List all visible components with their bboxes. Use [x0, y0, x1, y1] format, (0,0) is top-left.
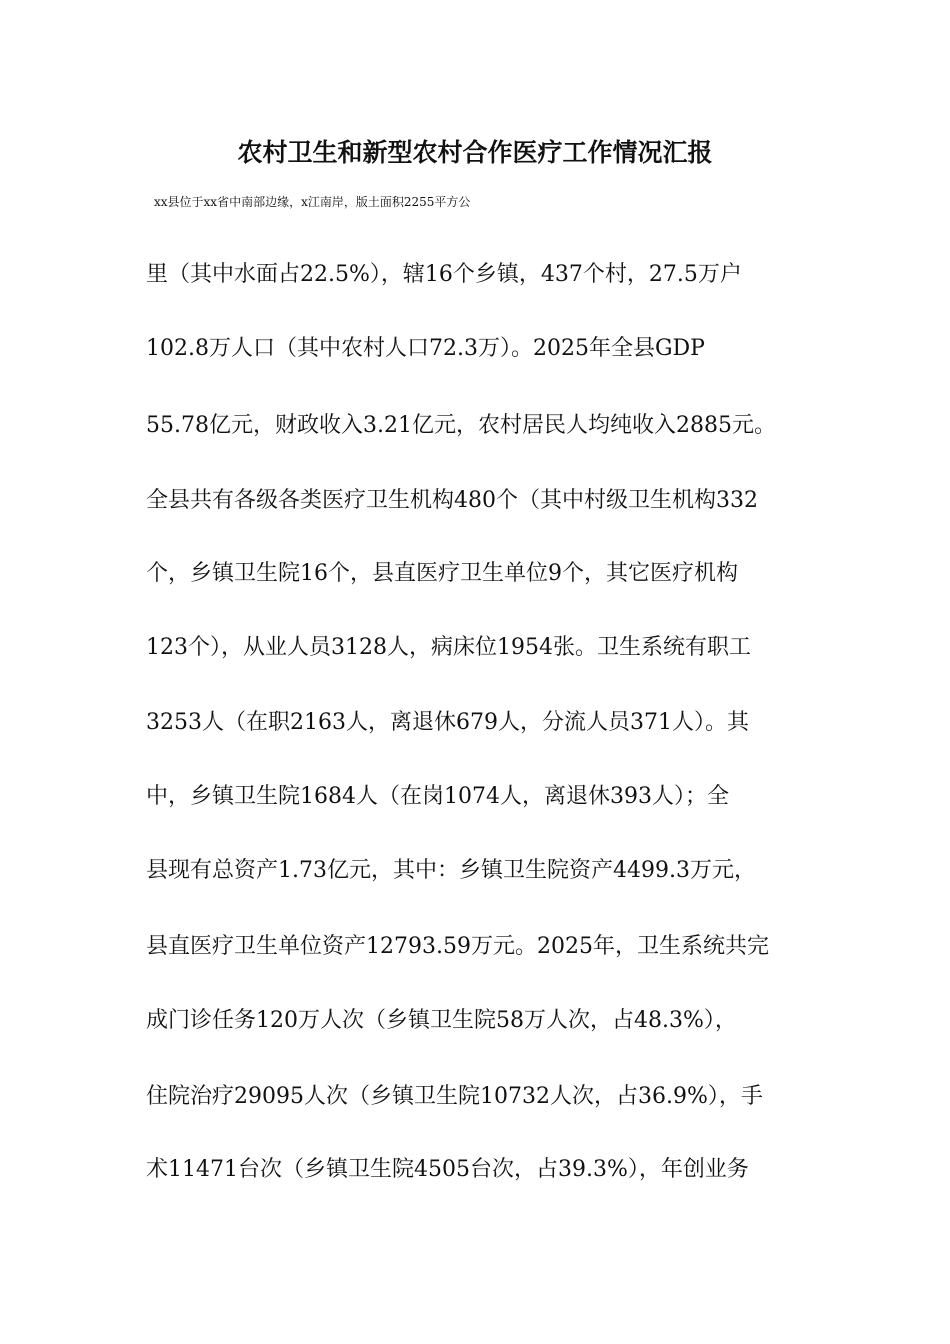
body-line-6: 个，乡镇卫生院16个，县直医疗卫生单位9个，其它医疗机构 — [146, 561, 738, 586]
body-line-11: 县直医疗卫生单位资产12793.59万元。2025年，卫生系统共完 — [146, 934, 769, 959]
body-line-7: 123个），从业人员3128人，病床位1954张。卫生系统有职工 — [146, 635, 751, 660]
body-line-3: 102.8万人口（其中农村人口72.3万）。2025年全县GDP — [146, 336, 705, 361]
body-line-5: 全县共有各级各类医疗卫生机构480个（其中村级卫生机构332 — [146, 488, 758, 513]
body-line-1: xx县位于xx省中南部边缘，x江南岸，版土面积2255平方公 — [154, 195, 471, 209]
body-line-14: 术11471台次（乡镇卫生院4505台次，占39.3%），年创业务 — [146, 1157, 749, 1182]
body-line-2: 里（其中水面占22.5%），辖16个乡镇，437个村，27.5万户 — [146, 262, 742, 287]
body-line-13: 住院治疗29095人次（乡镇卫生院10732人次，占36.9%），手 — [146, 1084, 763, 1109]
body-line-10: 县现有总资产1.73亿元，其中：乡镇卫生院资产4499.3万元， — [146, 858, 756, 883]
body-line-12: 成门诊任务120万人次（乡镇卫生院58万人次，占48.3%）， — [146, 1008, 737, 1033]
document-title: 农村卫生和新型农村合作医疗工作情况汇报 — [237, 138, 713, 167]
body-line-9: 中，乡镇卫生院1684人（在岗1074人，离退休393人）；全 — [146, 784, 729, 809]
body-line-4: 55.78亿元，财政收入3.21亿元，农村居民人均纯收入2885元。 — [146, 413, 776, 438]
body-line-8: 3253人（在职2163人，离退休679人，分流人员371人）。其 — [146, 710, 749, 735]
